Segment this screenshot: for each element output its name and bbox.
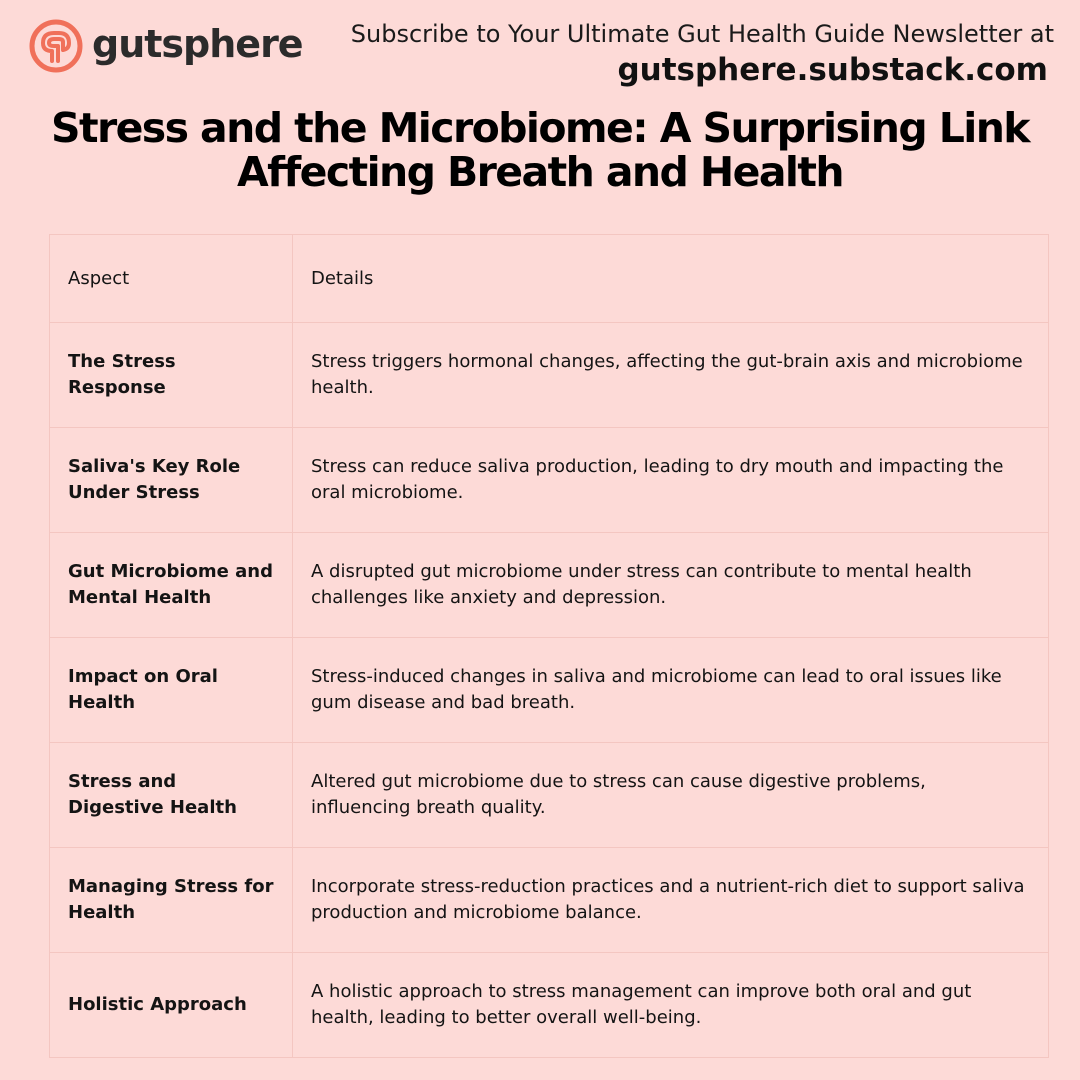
details-cell: Stress-induced changes in saliva and microbiome can lead to oral issues like gum disease and bad breath. (293, 638, 1049, 743)
page-title (20, 106, 1060, 194)
page-title-line-2: Affecting Breath and Health (237, 148, 843, 196)
details-cell: Stress triggers hormonal changes, affecting the gut-brain axis and microbiome health. (293, 323, 1049, 428)
column-header-aspect: Aspect (50, 235, 293, 323)
aspect-cell: Gut Microbiome and Mental Health (50, 533, 293, 638)
aspect-cell: Stress and Digestive Health (50, 743, 293, 848)
details-cell: Stress can reduce saliva production, leading to dry mouth and impacting the oral microbiome. (293, 428, 1049, 533)
table-row (50, 323, 1049, 428)
gut-outline-icon (28, 18, 84, 74)
table-row (50, 428, 1049, 533)
table-row (50, 533, 1049, 638)
table-row (50, 743, 1049, 848)
page-title-line-1: Stress and the Microbiome: A Surprising Link (51, 104, 1029, 152)
table-row (50, 953, 1049, 1058)
aspect-cell: Saliva's Key Role Under Stress (50, 428, 293, 533)
brand-name: gutsphere (92, 22, 303, 66)
subscribe-url-link[interactable]: gutsphere.substack.com (617, 52, 1048, 88)
details-cell: Altered gut microbiome due to stress can cause digestive problems, influencing breath quality. (293, 743, 1049, 848)
details-cell: A holistic approach to stress management can improve both oral and gut health, leading to better overall well-being. (293, 953, 1049, 1058)
column-header-details: Details (293, 235, 1049, 323)
aspect-cell: Managing Stress for Health (50, 848, 293, 953)
table-row (50, 848, 1049, 953)
aspect-cell: Holistic Approach (50, 953, 293, 1058)
aspect-details-table (49, 234, 1049, 1058)
aspect-cell: The Stress Response (50, 323, 293, 428)
details-cell: A disrupted gut microbiome under stress can contribute to mental health challenges like anxiety and depression. (293, 533, 1049, 638)
table-row (50, 638, 1049, 743)
table-header-row (50, 235, 1049, 323)
brand-logo (28, 18, 303, 74)
subscribe-text: Subscribe to Your Ultimate Gut Health Guide Newsletter at (350, 20, 1054, 48)
details-cell: Incorporate stress-reduction practices and a nutrient-rich diet to support saliva production and microbiome balance. (293, 848, 1049, 953)
aspect-cell: Impact on Oral Health (50, 638, 293, 743)
